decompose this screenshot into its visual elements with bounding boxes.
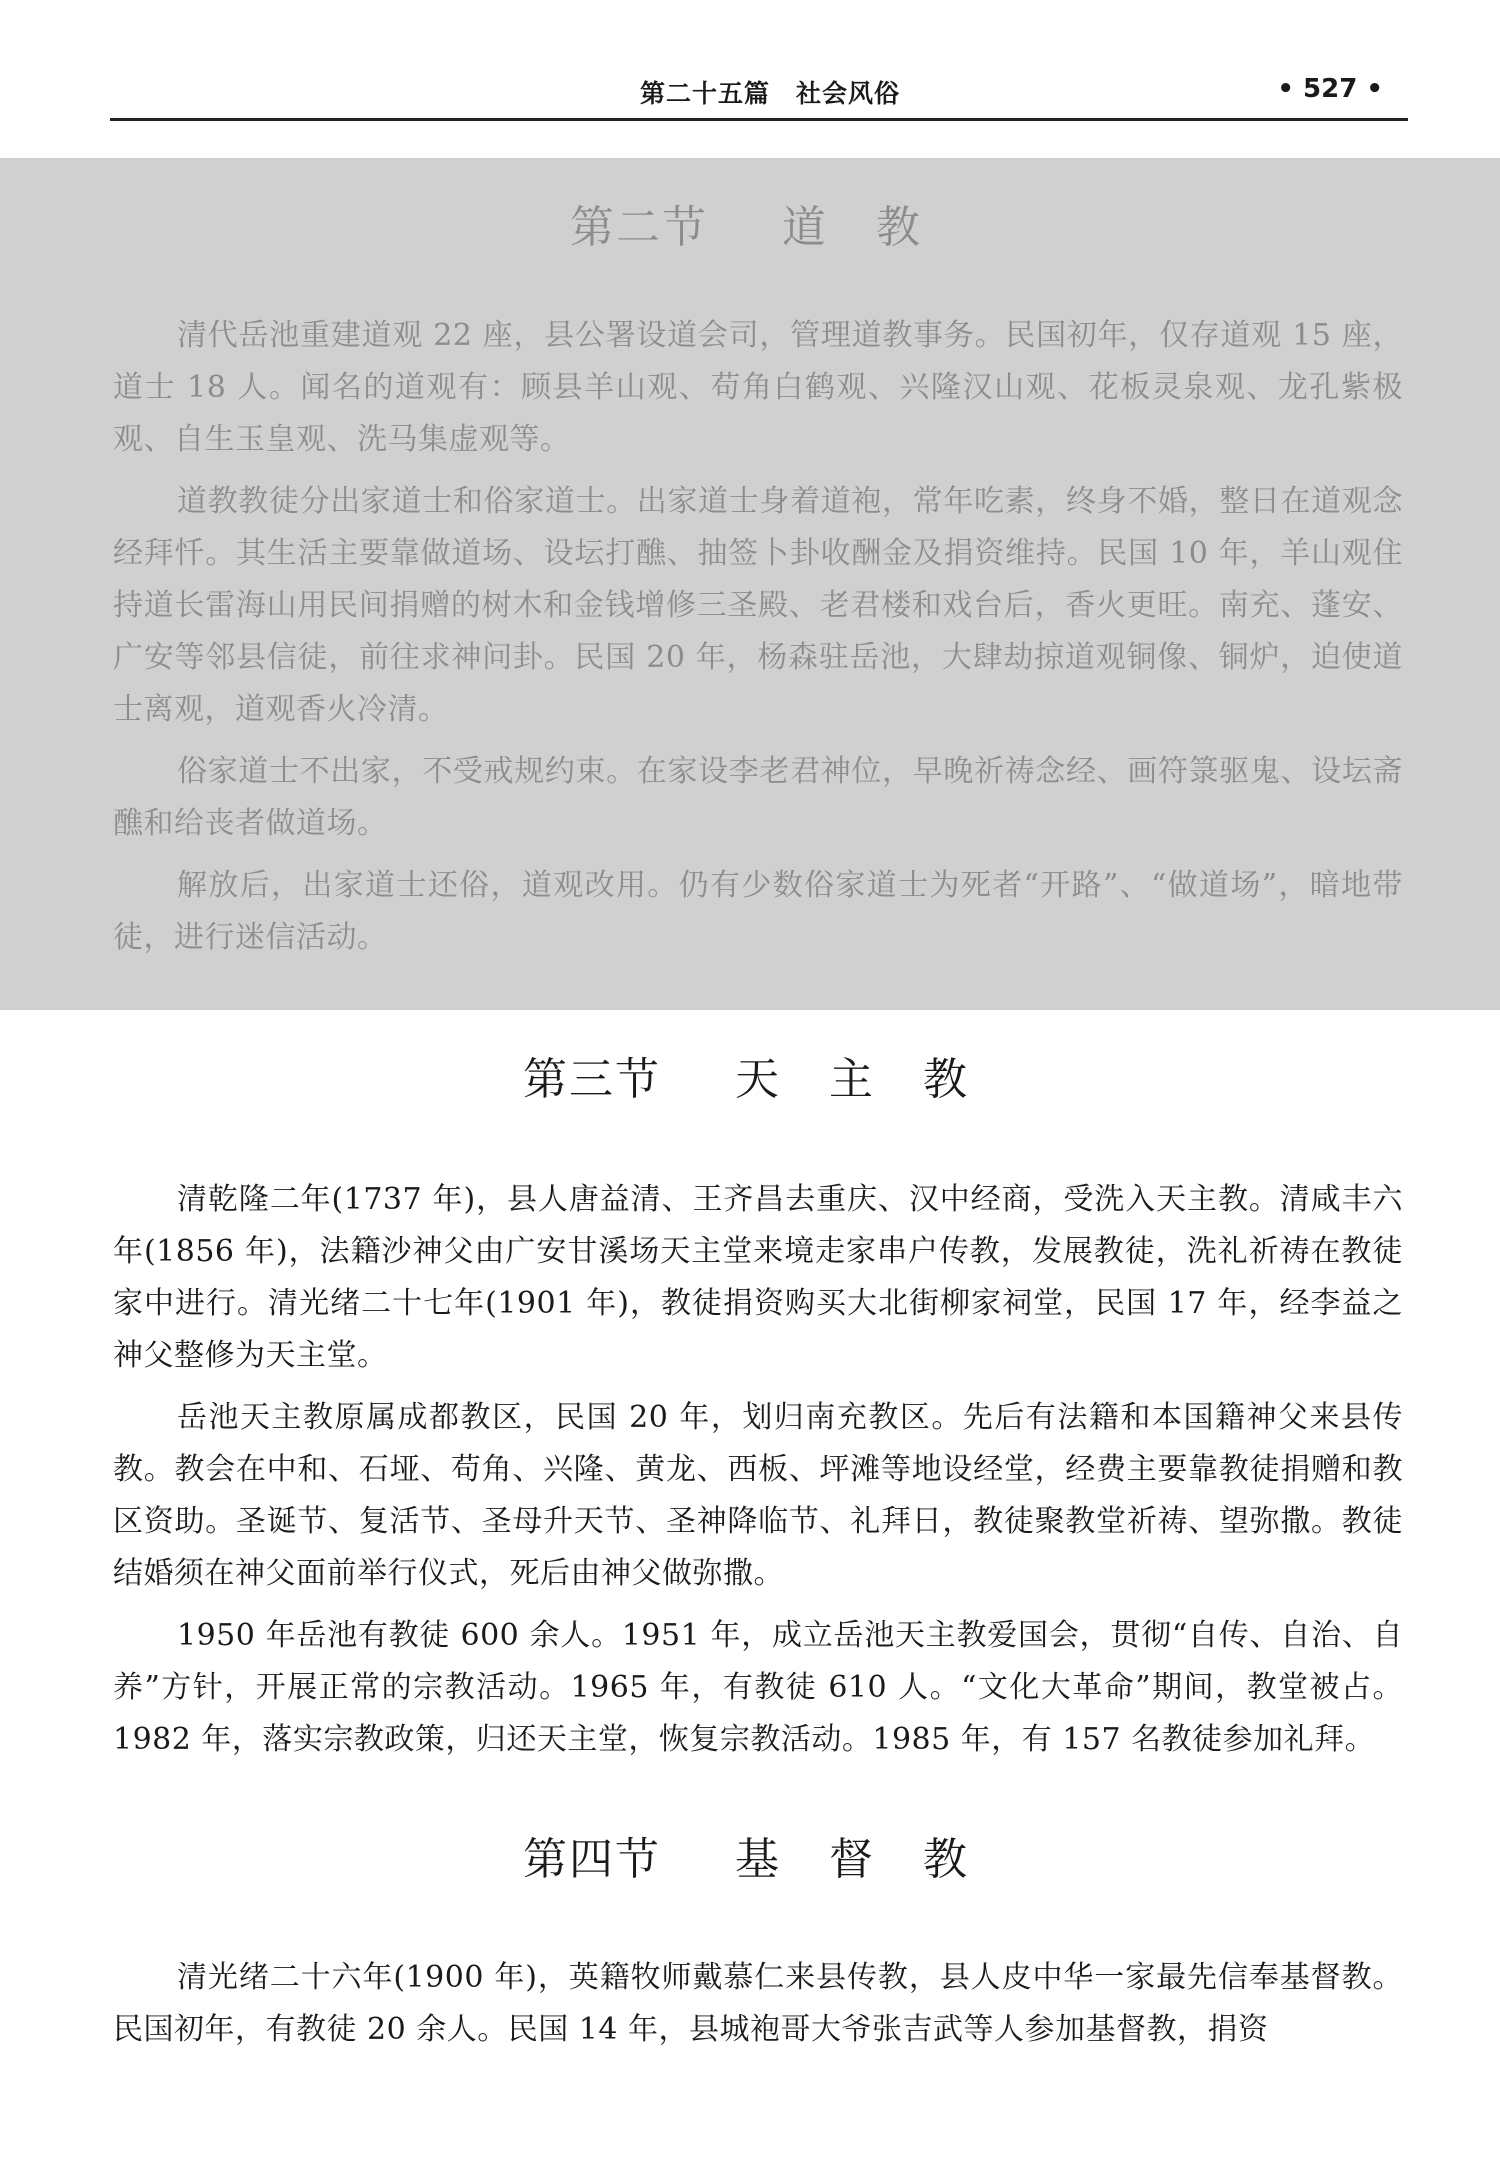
section-title-char: 基	[735, 1834, 781, 1885]
section-title-char: 督	[829, 1834, 875, 1885]
paragraph: 岳池天主教原属成都教区，民国 20 年，划归南充教区。先后有法籍和本国籍神父来县传教。教会在中和、石垭、苟角、兴隆、黄龙、西板、坪滩等地设经堂，经费主要靠教徒捐赠和教区资助。圣诞节、复活节、圣母升天节、圣神降临节、礼拜日，教徒聚教堂祈祷、望弥撒。教徒结婚须在神父面前举行仪式，死后由神父做弥撒。	[113, 1400, 1403, 1591]
section-number: 第四节	[523, 1834, 661, 1885]
section-protestantism	[113, 1830, 1403, 2066]
page-header	[110, 68, 1408, 121]
paragraph: 道教教徒分出家道士和俗家道士。出家道士身着道袍，常年吃素，终身不婚，整日在道观念经拜忏。其生活主要靠做道场、设坛打醮、抽签卜卦收酬金及捐资维持。民国 10 年，羊山观住持道长雷海山用民间捐赠的树木和金钱增修三圣殿、老君楼和戏台后，香火更旺。南充、蓬安、广安等邻县信徒，前往求神问卦。民国 20 年，杨森驻岳池，大肆劫掠道观铜像、铜炉，迫使道士离观，道观香火冷清。	[113, 484, 1403, 727]
section-taoism	[113, 198, 1403, 974]
paragraph: 1950 年岳池有教徒 600 余人。1951 年，成立岳池天主教爱国会，贯彻“自传、自治、自养”方针，开展正常的宗教活动。1965 年，有教徒 610 人。“文化大革命”期间，教堂被占。1982 年，落实宗教政策，归还天主堂，恢复宗教活动。1985 年，有 157 名教徒参加礼拜。	[113, 1618, 1403, 1757]
paragraph: 清乾隆二年(1737 年)，县人唐益清、王齐昌去重庆、汉中经商，受洗入天主教。清咸丰六年(1856 年)，法籍沙神父由广安甘溪场天主堂来境走家串户传教，发展教徒，洗礼祈祷在教徒家中进行。清光绪二十七年(1901 年)，教徒捐资购买大北街柳家祠堂，民国 17 年，经李益之神父整修为天主堂。	[113, 1182, 1403, 1373]
running-header-title: 第二十五篇 社会风俗	[640, 79, 901, 108]
section-catholicism	[113, 1050, 1403, 1776]
section-title	[113, 198, 1403, 258]
paragraph: 俗家道士不出家，不受戒规约束。在家设李老君神位，早晚祈祷念经、画符箓驱鬼、设坛斋醮和给丧者做道场。	[113, 754, 1403, 841]
section-title	[113, 1830, 1403, 1890]
section-title-char: 教	[923, 1834, 969, 1885]
paragraph: 清光绪二十六年(1900 年)，英籍牧师戴慕仁来县传教，县人皮中华一家最先信奉基督教。民国初年，有教徒 20 余人。民国 14 年，县城袍哥大爷张吉武等人参加基督教，捐资	[113, 1960, 1403, 2047]
section-body	[113, 1174, 1403, 1766]
section-body	[113, 1952, 1403, 2056]
page-number: • 527 •	[1277, 74, 1383, 104]
paragraph: 解放后，出家道士还俗，道观改用。仍有少数俗家道士为死者“开路”、“做道场”，暗地带徒，进行迷信活动。	[113, 868, 1403, 955]
section-number: 第二节	[570, 202, 708, 253]
section-title-char: 教	[923, 1054, 969, 1105]
section-title	[113, 1050, 1403, 1110]
section-title-char: 教	[876, 202, 922, 253]
section-number: 第三节	[523, 1054, 661, 1105]
section-title-char: 天	[735, 1054, 781, 1105]
section-body	[113, 310, 1403, 964]
paragraph: 清代岳池重建道观 22 座，县公署设道会司，管理道教事务。民国初年，仅存道观 15 座，道士 18 人。闻名的道观有：顾县羊山观、苟角白鹤观、兴隆汉山观、花板灵泉观、龙孔紫极观、自生玉皇观、洗马集虚观等。	[113, 318, 1403, 457]
section-title-char: 主	[829, 1054, 875, 1105]
section-title-char: 道	[782, 202, 828, 253]
